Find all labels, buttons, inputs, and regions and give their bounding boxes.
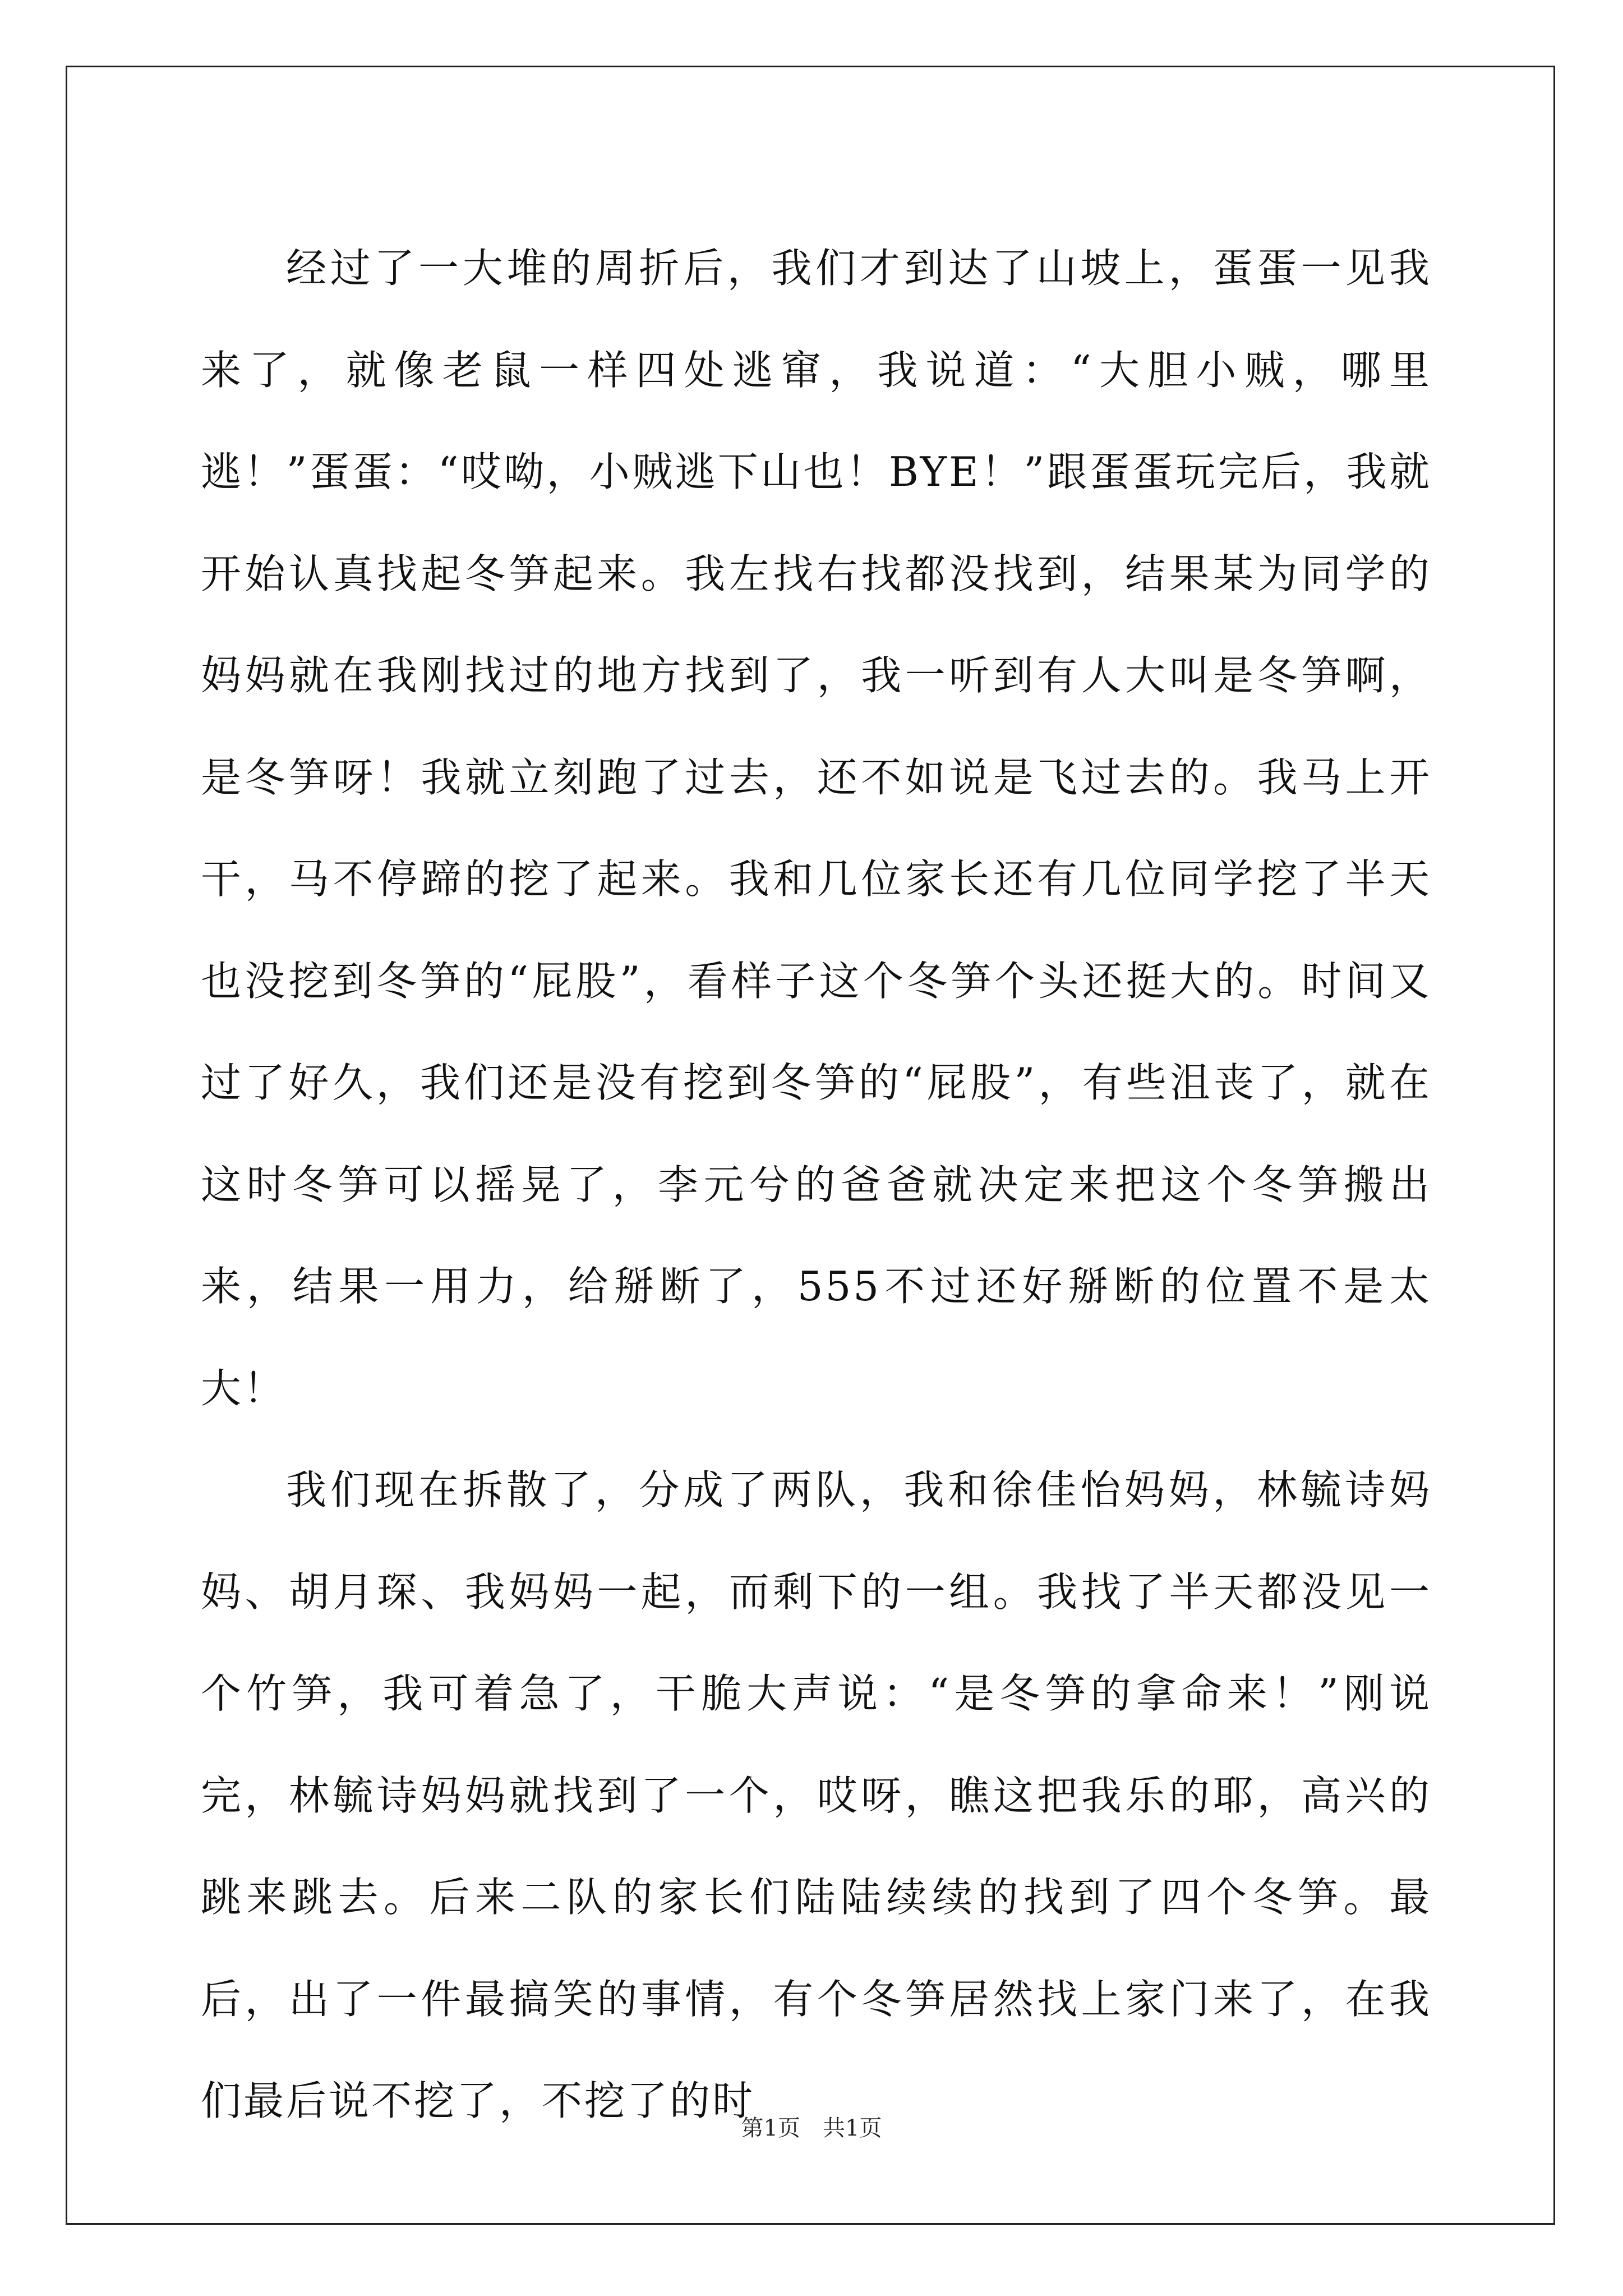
page-number-current: 第1页 [741,2115,800,2141]
document-body [201,218,1432,2152]
paragraph-1: 经过了一大堆的周折后，我们才到达了山坡上，蛋蛋一见我来了，就像老鼠一样四处逃窜，我说道：“大胆小贼，哪里逃！”蛋蛋：“哎呦，小贼逃下山也！BYE！”跟蛋蛋玩完后，我就开始认真找起冬笋起来。我左找右找都没找到，结果某为同学的妈妈就在我刚找过的地方找到了，我一听到有人大叫是冬笋啊，是冬笋呀！我就立刻跑了过去，还不如说是飞过去的。我马上开干，马不停蹄的挖了起来。我和几位家长还有几位同学挖了半天也没挖到冬笋的“屁股”，看样子这个冬笋个头还挺大的。时间又过了好久，我们还是没有挖到冬笋的“屁股”，有些沮丧了，就在这时冬笋可以摇晃了，李元兮的爸爸就决定来把这个冬笋搬出来，结果一用力，给掰断了，555不过还好掰断的位置不是太大！ [201,245,1432,1412]
page-footer [0,2110,1623,2142]
page-number-total: 共1页 [823,2115,882,2141]
paragraph-2: 我们现在拆散了，分成了两队，我和徐佳怡妈妈，林毓诗妈妈、胡月琛、我妈妈一起，而剩下的一组。我找了半天都没见一个竹笋，我可着急了，干脆大声说：“是冬笋的拿命来！”刚说完，林毓诗妈妈就找到了一个，哎呀，瞧这把我乐的耶，高兴的跳来跳去。后来二队的家长们陆陆续续的找到了四个冬笋。最后，出了一件最搞笑的事情，有个冬笋居然找上家门来了，在我们最后说不挖了，不挖了的时 [201,1466,1432,2124]
